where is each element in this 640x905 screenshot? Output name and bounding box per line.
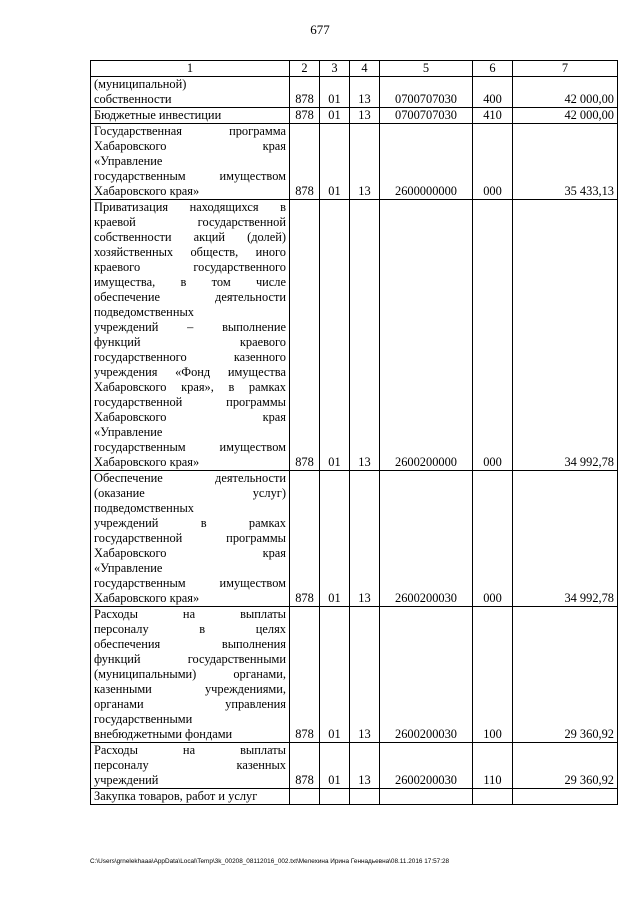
admin-code: 878 — [290, 743, 320, 789]
amount: 42 000,00 — [513, 108, 618, 124]
description-line: персоналу казенных — [94, 758, 286, 772]
section-code — [320, 789, 350, 805]
description-line: персоналу в целях — [94, 622, 286, 636]
table-row — [91, 607, 618, 743]
description-line: функций краевого — [94, 335, 286, 349]
subsection-code — [350, 789, 380, 805]
description-line: Приватизация находящихся в — [94, 200, 286, 214]
description-line: краевой государственной — [94, 215, 286, 229]
column-header-row — [91, 61, 618, 77]
description-line: (оказание услуг) — [94, 486, 286, 500]
admin-code: 878 — [290, 200, 320, 471]
description-line: учреждения «Фонд имущества — [94, 365, 286, 379]
description-line: Хабаровского края — [94, 546, 286, 560]
table-row — [91, 471, 618, 607]
expense-type-code: 000 — [473, 124, 513, 200]
description-line: внебюджетными фондами — [94, 727, 233, 741]
description-line: «Управление — [94, 561, 163, 575]
target-article-code — [380, 789, 473, 805]
description-line: Закупка товаров, работ и услуг — [94, 789, 258, 803]
description-line: (муниципальной) — [94, 77, 187, 91]
description-line: Бюджетные инвестиции — [94, 108, 222, 122]
subsection-code: 13 — [350, 471, 380, 607]
row-description — [91, 607, 290, 743]
admin-code: 878 — [290, 77, 320, 108]
description-line: Хабаровского края», в рамках — [94, 380, 286, 394]
description-line: казенными учреждениями, — [94, 682, 286, 696]
amount: 34 992,78 — [513, 200, 618, 471]
section-code: 01 — [320, 743, 350, 789]
column-header: 7 — [513, 61, 618, 77]
section-code: 01 — [320, 607, 350, 743]
column-header: 5 — [380, 61, 473, 77]
admin-code: 878 — [290, 471, 320, 607]
description-line: государственного казенного — [94, 350, 286, 364]
expense-type-code: 110 — [473, 743, 513, 789]
target-article-code: 2600200000 — [380, 200, 473, 471]
admin-code: 878 — [290, 124, 320, 200]
description-line: государственной программы — [94, 531, 286, 545]
target-article-code: 2600200030 — [380, 607, 473, 743]
target-article-code: 2600200030 — [380, 743, 473, 789]
description-line: «Управление — [94, 154, 163, 168]
description-line: Хабаровского края — [94, 410, 286, 424]
budget-table — [90, 60, 618, 805]
target-article-code: 2600200030 — [380, 471, 473, 607]
expense-type-code: 410 — [473, 108, 513, 124]
table-row — [91, 200, 618, 471]
table-body — [91, 77, 618, 805]
description-line: Хабаровского края — [94, 139, 286, 153]
subsection-code: 13 — [350, 743, 380, 789]
amount: 35 433,13 — [513, 124, 618, 200]
description-line: собственности — [94, 92, 172, 106]
description-line: Государственная программа — [94, 124, 286, 138]
description-line: краевого государственного — [94, 260, 286, 274]
subsection-code: 13 — [350, 607, 380, 743]
subsection-code: 13 — [350, 108, 380, 124]
amount: 34 992,78 — [513, 471, 618, 607]
subsection-code: 13 — [350, 200, 380, 471]
table-row — [91, 789, 618, 805]
description-line: Расходы на выплаты — [94, 743, 286, 757]
table-row — [91, 124, 618, 200]
section-code: 01 — [320, 108, 350, 124]
column-header: 3 — [320, 61, 350, 77]
row-description — [91, 743, 290, 789]
file-path-footer: C:\Users\grnelekhaaa\AppData\Local\Temp\3k_00208_08112016_002.txt\Мелехина Ирина Геннадьевна\08.11.2016 17:57:28 — [90, 858, 450, 865]
description-line: Хабаровского края» — [94, 591, 200, 605]
description-line: государственными — [94, 712, 193, 726]
description-line: учреждений в рамках — [94, 516, 286, 530]
row-description — [91, 471, 290, 607]
description-line: Хабаровского края» — [94, 184, 200, 198]
row-description — [91, 77, 290, 108]
section-code: 01 — [320, 124, 350, 200]
table-row — [91, 743, 618, 789]
amount: 42 000,00 — [513, 77, 618, 108]
description-line: Хабаровского края» — [94, 455, 200, 469]
description-line: функций государственными — [94, 652, 286, 666]
description-line: учреждений — [94, 773, 159, 787]
column-header: 4 — [350, 61, 380, 77]
admin-code: 878 — [290, 108, 320, 124]
description-line: «Управление — [94, 425, 163, 439]
row-description — [91, 789, 290, 805]
expense-type-code: 100 — [473, 607, 513, 743]
description-line: имущества, в том числе — [94, 275, 286, 289]
target-article-code: 2600000000 — [380, 124, 473, 200]
subsection-code: 13 — [350, 77, 380, 108]
description-line: обеспечения выполнения — [94, 637, 286, 651]
description-line: (муниципальными) органами, — [94, 667, 286, 681]
description-line: Обеспечение деятельности — [94, 471, 286, 485]
target-article-code: 0700707030 — [380, 108, 473, 124]
row-description — [91, 124, 290, 200]
amount: 29 360,92 — [513, 607, 618, 743]
description-line: подведомственных — [94, 501, 194, 515]
column-header: 6 — [473, 61, 513, 77]
description-line: хозяйственных обществ, иного — [94, 245, 286, 259]
column-header: 2 — [290, 61, 320, 77]
amount: 29 360,92 — [513, 743, 618, 789]
description-line: подведомственных — [94, 305, 194, 319]
expense-type-code: 000 — [473, 471, 513, 607]
page-number: 677 — [310, 22, 330, 37]
description-line: собственности акций (долей) — [94, 230, 286, 244]
description-line: государственной программы — [94, 395, 286, 409]
description-line: учреждений – выполнение — [94, 320, 286, 334]
subsection-code: 13 — [350, 124, 380, 200]
section-code: 01 — [320, 77, 350, 108]
amount — [513, 789, 618, 805]
table-row — [91, 77, 618, 108]
expense-type-code — [473, 789, 513, 805]
description-line: Расходы на выплаты — [94, 607, 286, 621]
row-description — [91, 200, 290, 471]
admin-code: 878 — [290, 607, 320, 743]
description-line: обеспечение деятельности — [94, 290, 286, 304]
admin-code — [290, 789, 320, 805]
description-line: государственным имуществом — [94, 440, 286, 454]
section-code: 01 — [320, 471, 350, 607]
expense-type-code: 400 — [473, 77, 513, 108]
description-line: государственным имуществом — [94, 169, 286, 183]
expense-type-code: 000 — [473, 200, 513, 471]
section-code: 01 — [320, 200, 350, 471]
row-description — [91, 108, 290, 124]
description-line: государственным имуществом — [94, 576, 286, 590]
column-header: 1 — [91, 61, 290, 77]
description-line: органами управления — [94, 697, 286, 711]
target-article-code: 0700707030 — [380, 77, 473, 108]
table-row — [91, 108, 618, 124]
